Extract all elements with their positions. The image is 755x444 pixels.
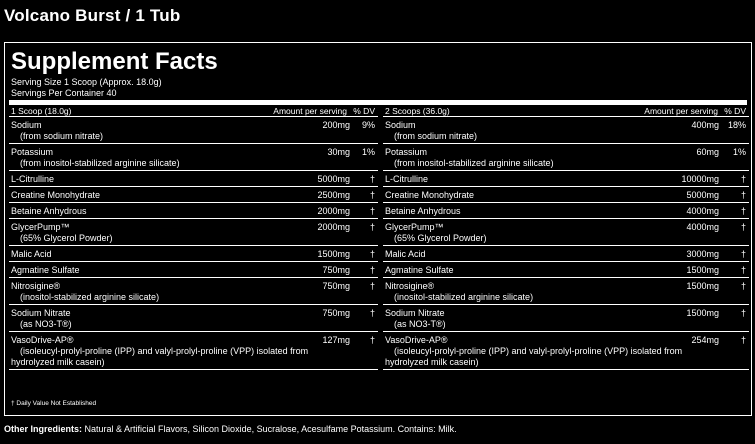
other-ingredients-text: Natural & Artificial Flavors, Silicon Dioxide, Sucralose, Acesulfame Potassium. Contains: Milk. (82, 424, 457, 434)
facts-title: Supplement Facts (11, 48, 218, 75)
right-column-two-scoops (383, 105, 749, 370)
ingredient-dv: † (740, 190, 746, 200)
ingredient-row (383, 187, 749, 203)
ingredient-name: Betaine Anhydrous (385, 206, 461, 216)
ingredient-name: Malic Acid (385, 249, 426, 259)
ingredient-name: Agmatine Sulfate (385, 265, 454, 275)
ingredient-dv: † (369, 190, 375, 200)
ingredient-dv: † (369, 308, 375, 318)
ingredient-dv: 9% (361, 120, 375, 130)
ingredient-amount: 750mg (322, 308, 350, 318)
ingredient-amount: 254mg (691, 335, 719, 345)
ingredient-name: Nitrosigine® (385, 281, 435, 291)
ingredient-amount: 1500mg (686, 308, 719, 318)
ingredient-detail: (inositol-stabilized arginine silicate) (20, 292, 160, 302)
header-dv: % DV (353, 106, 375, 116)
ingredient-dv: † (740, 206, 746, 216)
column-header (383, 105, 749, 117)
ingredient-name: Sodium (385, 120, 416, 130)
ingredient-row (383, 203, 749, 219)
ingredient-dv: † (740, 174, 746, 184)
ingredient-dv: † (740, 335, 746, 345)
ingredient-dv: † (369, 281, 375, 291)
ingredient-detail: (as NO3-T®) (394, 319, 446, 329)
ingredient-row (383, 117, 749, 144)
ingredient-name: Potassium (11, 147, 54, 157)
ingredient-dv: † (369, 206, 375, 216)
ingredient-detail: (inositol-stabilized arginine silicate) (394, 292, 534, 302)
ingredient-name: VasoDrive-AP® (385, 335, 448, 345)
ingredient-detail: (65% Glycerol Powder) (394, 233, 487, 243)
ingredient-row (383, 171, 749, 187)
ingredient-amount: 127mg (322, 335, 350, 345)
ingredient-amount: 1500mg (686, 265, 719, 275)
ingredient-row (9, 219, 378, 246)
ingredient-detail: (from sodium nitrate) (20, 131, 104, 141)
ingredient-detail: (from inositol-stabilized arginine silicate) (394, 158, 554, 168)
servings-per-container: Servings Per Container 40 (11, 88, 117, 98)
ingredient-name: L-Citrulline (385, 174, 429, 184)
ingredient-amount: 10000mg (681, 174, 719, 184)
ingredient-amount: 750mg (322, 281, 350, 291)
ingredient-dv: † (740, 222, 746, 232)
ingredient-detail: (from sodium nitrate) (394, 131, 478, 141)
ingredient-dv: † (369, 222, 375, 232)
ingredient-amount: 400mg (691, 120, 719, 130)
ingredient-row (9, 332, 378, 370)
ingredient-name: Agmatine Sulfate (11, 265, 80, 275)
ingredient-detail: (isoleucyl-prolyl-proline (IPP) and valyl-prolyl-proline (VPP) isolated from (20, 346, 309, 356)
ingredient-row (9, 246, 378, 262)
ingredient-row (9, 144, 378, 171)
ingredient-row (383, 246, 749, 262)
ingredient-row (383, 278, 749, 305)
ingredient-detail: (65% Glycerol Powder) (20, 233, 113, 243)
ingredient-detail: (from inositol-stabilized arginine silicate) (20, 158, 180, 168)
ingredient-row (9, 278, 378, 305)
ingredient-name: Sodium (11, 120, 42, 130)
header-amount: Amount per serving (273, 106, 347, 116)
ingredient-name: VasoDrive-AP® (11, 335, 74, 345)
ingredient-row (383, 219, 749, 246)
ingredient-row (9, 203, 378, 219)
ingredient-rows (9, 117, 378, 370)
ingredient-row (9, 171, 378, 187)
ingredient-name: Nitrosigine® (11, 281, 61, 291)
ingredient-detail-continued: hydrolyzed milk casein) (385, 357, 479, 367)
ingredient-row (383, 305, 749, 332)
ingredient-name: Creatine Monohydrate (385, 190, 475, 200)
ingredient-name: Malic Acid (11, 249, 52, 259)
ingredient-detail: (as NO3-T®) (20, 319, 72, 329)
ingredient-dv: 1% (361, 147, 375, 157)
ingredient-row (9, 187, 378, 203)
column-header (9, 105, 378, 117)
ingredient-amount: 200mg (322, 120, 350, 130)
other-ingredients-label: Other Ingredients: (4, 424, 83, 434)
ingredient-amount: 60mg (696, 147, 719, 157)
ingredient-dv: † (369, 265, 375, 275)
header-amount: Amount per serving (644, 106, 718, 116)
left-column-single-scoop (9, 105, 378, 370)
ingredient-name: Betaine Anhydrous (11, 206, 87, 216)
ingredient-dv: † (740, 281, 746, 291)
ingredient-name: Potassium (385, 147, 428, 157)
ingredient-dv: 18% (727, 120, 746, 130)
ingredient-dv: † (369, 174, 375, 184)
ingredient-row (9, 305, 378, 332)
ingredient-amount: 2000mg (317, 206, 350, 216)
page-title: Volcano Burst / 1 Tub (4, 6, 181, 25)
ingredient-name: Sodium Nitrate (11, 308, 71, 318)
ingredient-amount: 5000mg (317, 174, 350, 184)
ingredient-dv: † (369, 249, 375, 259)
ingredient-name: L-Citrulline (11, 174, 55, 184)
ingredient-amount: 2500mg (317, 190, 350, 200)
ingredient-amount: 5000mg (686, 190, 719, 200)
ingredient-detail: (isoleucyl-prolyl-proline (IPP) and valyl-prolyl-proline (VPP) isolated from (394, 346, 683, 356)
ingredient-amount: 30mg (327, 147, 350, 157)
ingredient-dv: † (369, 335, 375, 345)
ingredient-name: Creatine Monohydrate (11, 190, 101, 200)
ingredient-dv: 1% (732, 147, 746, 157)
ingredient-name: GlycerPump™ (11, 222, 70, 232)
ingredient-row (9, 117, 378, 144)
ingredient-amount: 1500mg (686, 281, 719, 291)
ingredient-detail-continued: hydrolyzed milk casein) (11, 357, 105, 367)
ingredient-amount: 3000mg (686, 249, 719, 259)
header-dv: % DV (724, 106, 746, 116)
other-ingredients (4, 423, 457, 435)
ingredient-name: GlycerPump™ (385, 222, 444, 232)
footnote: † Daily Value Not Established (11, 400, 97, 407)
ingredient-dv: † (740, 265, 746, 275)
ingredient-rows (383, 117, 749, 370)
ingredient-row (383, 144, 749, 171)
ingredient-dv: † (740, 308, 746, 318)
ingredient-amount: 750mg (322, 265, 350, 275)
serving-size: Serving Size 1 Scoop (Approx. 18.0g) (11, 77, 162, 87)
ingredient-name: Sodium Nitrate (385, 308, 445, 318)
ingredient-amount: 1500mg (317, 249, 350, 259)
header-serving: 2 Scoops (36.0g) (385, 106, 450, 116)
ingredient-dv: † (740, 249, 746, 259)
ingredient-amount: 4000mg (686, 206, 719, 216)
ingredient-amount: 2000mg (317, 222, 350, 232)
ingredient-row (383, 332, 749, 370)
ingredient-amount: 4000mg (686, 222, 719, 232)
ingredient-row (9, 262, 378, 278)
ingredient-row (383, 262, 749, 278)
supplement-facts-panel (4, 42, 752, 416)
header-serving: 1 Scoop (18.0g) (11, 106, 72, 116)
